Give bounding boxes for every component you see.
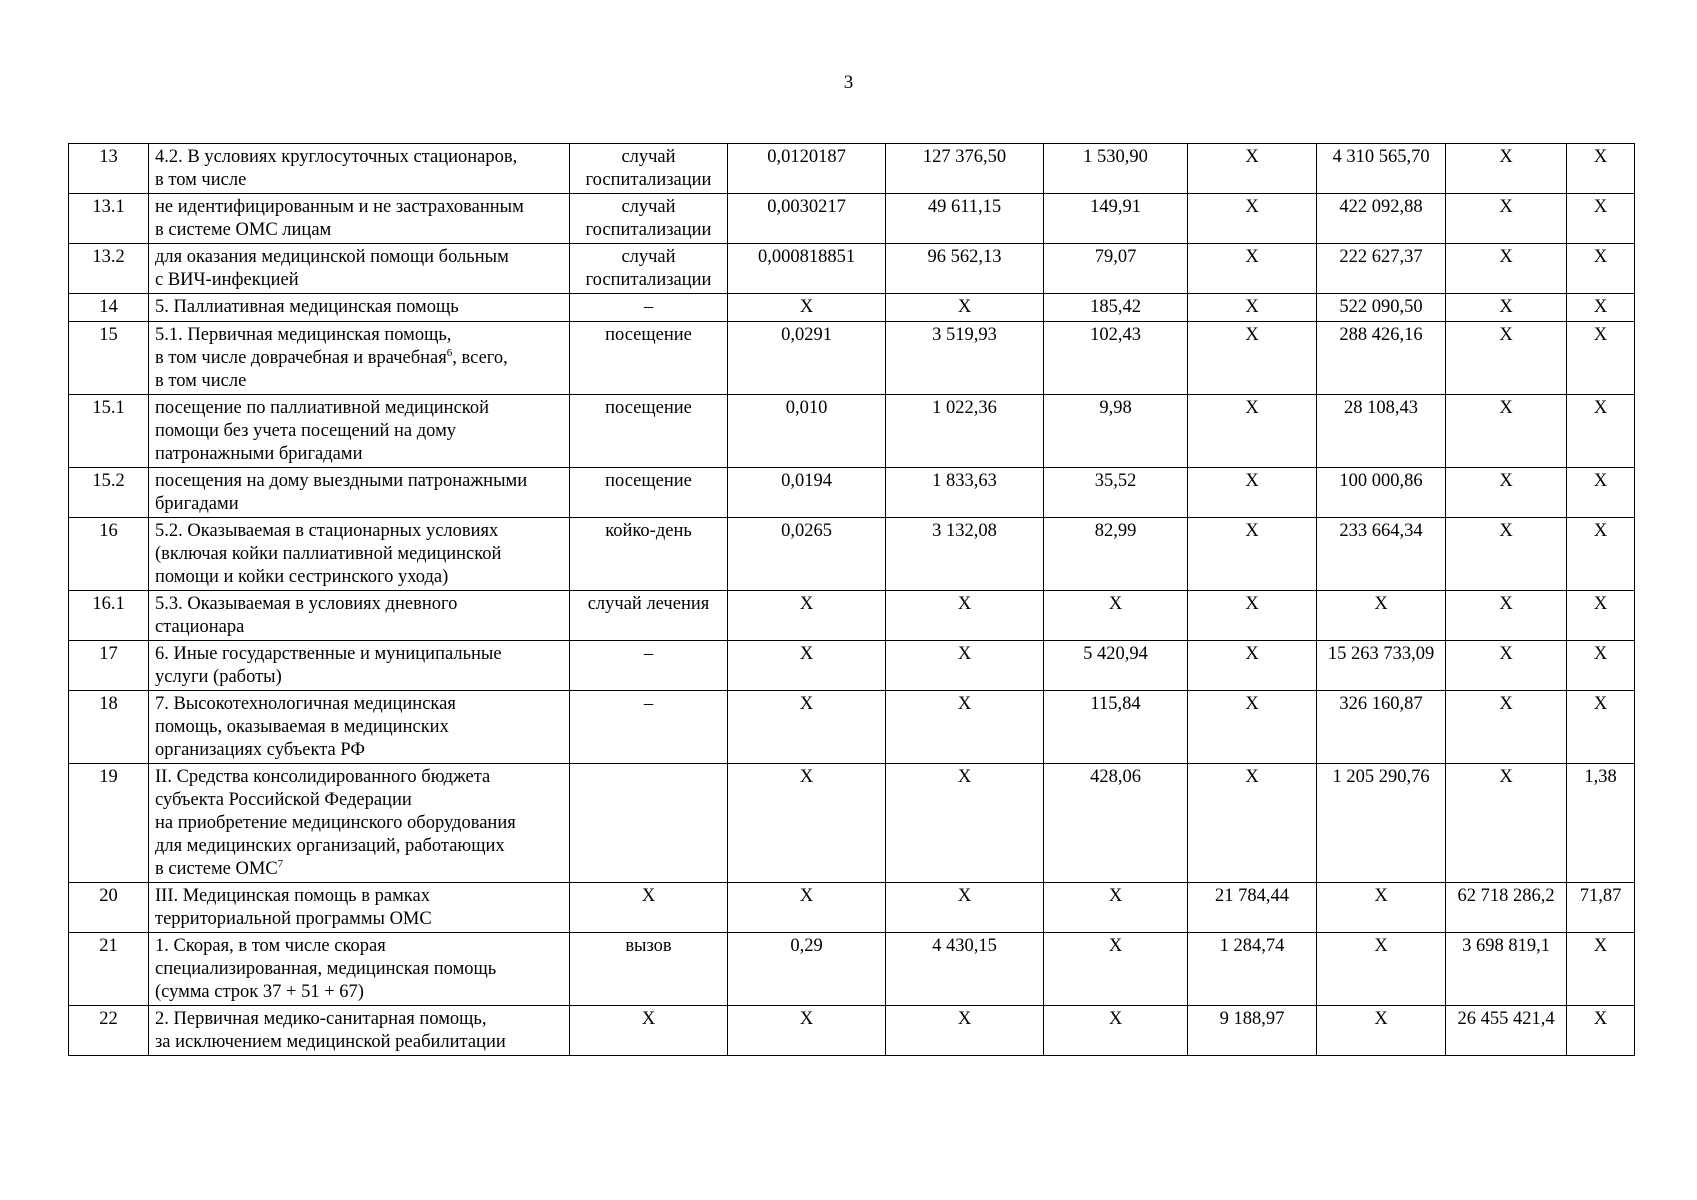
table-row xyxy=(69,1006,1635,1056)
unit-cell xyxy=(570,518,728,591)
share-cell: X xyxy=(1567,322,1635,395)
row-name-line: субъекта Российской Федерации xyxy=(155,790,412,810)
row-number-cell: 13.1 xyxy=(69,194,149,244)
table-row xyxy=(69,518,1635,591)
per-capita-oms-cell: 9 188,97 xyxy=(1188,1006,1317,1056)
table-row xyxy=(69,883,1635,933)
total-budget-cell: X xyxy=(1317,933,1446,1006)
row-name-cell xyxy=(149,691,570,764)
page-number: 3 xyxy=(843,72,854,93)
table-row xyxy=(69,933,1635,1006)
indicator-cell: 0,0194 xyxy=(728,468,886,518)
unit-line: – xyxy=(643,644,654,664)
row-name-line: услуги (работы) xyxy=(155,667,282,687)
total-oms-cell: X xyxy=(1446,691,1567,764)
row-number-cell: 21 xyxy=(69,933,149,1006)
unit-line: случай xyxy=(621,247,676,267)
indicator-cell: X xyxy=(728,883,886,933)
row-name-cell xyxy=(149,244,570,294)
per-capita-oms-cell: X xyxy=(1188,691,1317,764)
unit-cell xyxy=(570,641,728,691)
share-cell: X xyxy=(1567,395,1635,468)
per-capita-oms-cell: 21 784,44 xyxy=(1188,883,1317,933)
per-capita-oms-cell: X xyxy=(1188,144,1317,194)
per-capita-oms-cell: X xyxy=(1188,518,1317,591)
share-cell: X xyxy=(1567,691,1635,764)
row-name-line: 5.3. Оказываемая в условиях дневного xyxy=(155,594,458,614)
row-name-cell xyxy=(149,591,570,641)
cost-per-unit-cell: X xyxy=(886,1006,1044,1056)
unit-line: X xyxy=(641,1009,656,1029)
total-oms-cell: 62 718 286,2 xyxy=(1446,883,1567,933)
unit-line: X xyxy=(641,886,656,906)
row-name-line: для оказания медицинской помощи больным xyxy=(155,247,509,267)
unit-cell xyxy=(570,244,728,294)
unit-cell xyxy=(570,322,728,395)
row-name-line: патронажными бригадами xyxy=(155,444,363,464)
total-oms-cell: X xyxy=(1446,144,1567,194)
per-capita-budget-cell: 79,07 xyxy=(1044,244,1188,294)
per-capita-budget-cell: X xyxy=(1044,591,1188,641)
row-name-cell xyxy=(149,144,570,194)
share-cell: 1,38 xyxy=(1567,764,1635,883)
row-name-line: в том числе xyxy=(155,170,247,190)
row-number-cell: 14 xyxy=(69,294,149,322)
row-name-line: в том числе доврачебная и врачебная$^6$, всего, xyxy=(155,346,508,368)
table-row xyxy=(69,294,1635,322)
row-number-cell: 16.1 xyxy=(69,591,149,641)
cost-per-unit-cell: 49 611,15 xyxy=(886,194,1044,244)
per-capita-oms-cell: X xyxy=(1188,322,1317,395)
table-row xyxy=(69,244,1635,294)
row-name-cell xyxy=(149,468,570,518)
share-cell: X xyxy=(1567,468,1635,518)
row-name-line: помощи и койки сестринского ухода) xyxy=(155,567,449,587)
unit-line: госпитализации xyxy=(585,220,712,240)
row-number-cell: 20 xyxy=(69,883,149,933)
row-name-line: 7. Высокотехнологичная медицинская xyxy=(155,694,456,714)
row-number-cell: 19 xyxy=(69,764,149,883)
per-capita-oms-cell: X xyxy=(1188,395,1317,468)
per-capita-oms-cell: X xyxy=(1188,468,1317,518)
total-oms-cell: X xyxy=(1446,468,1567,518)
unit-cell xyxy=(570,294,728,322)
table-row xyxy=(69,144,1635,194)
row-name-cell xyxy=(149,933,570,1006)
share-cell: X xyxy=(1567,591,1635,641)
unit-line: случай xyxy=(621,147,676,167)
row-name-cell xyxy=(149,322,570,395)
table-row xyxy=(69,641,1635,691)
indicator-cell: X xyxy=(728,1006,886,1056)
cost-per-unit-cell: X xyxy=(886,764,1044,883)
indicator-cell: 0,0120187 xyxy=(728,144,886,194)
row-name-line: в системе ОМС$^7$ xyxy=(155,857,284,879)
cost-per-unit-cell: 4 430,15 xyxy=(886,933,1044,1006)
row-name-line: 5. Паллиативная медицинская помощь xyxy=(155,297,459,317)
share-cell: X xyxy=(1567,1006,1635,1056)
per-capita-budget-cell: 185,42 xyxy=(1044,294,1188,322)
total-budget-cell: 422 092,88 xyxy=(1317,194,1446,244)
cost-per-unit-cell: 1 022,36 xyxy=(886,395,1044,468)
row-number-cell: 15.1 xyxy=(69,395,149,468)
unit-cell xyxy=(570,144,728,194)
per-capita-oms-cell: X xyxy=(1188,591,1317,641)
unit-line: – xyxy=(643,297,654,317)
row-name-line: с ВИЧ-инфекцией xyxy=(155,270,299,290)
indicator-cell: 0,010 xyxy=(728,395,886,468)
per-capita-budget-cell: 35,52 xyxy=(1044,468,1188,518)
per-capita-budget-cell: 149,91 xyxy=(1044,194,1188,244)
unit-cell xyxy=(570,468,728,518)
total-oms-cell: X xyxy=(1446,764,1567,883)
total-budget-cell: 1 205 290,76 xyxy=(1317,764,1446,883)
row-name-line: 6. Иные государственные и муниципальные xyxy=(155,644,502,664)
per-capita-budget-cell: X xyxy=(1044,933,1188,1006)
total-oms-cell: 3 698 819,1 xyxy=(1446,933,1567,1006)
unit-line: – xyxy=(643,694,654,714)
cost-per-unit-cell: 96 562,13 xyxy=(886,244,1044,294)
share-cell: X xyxy=(1567,518,1635,591)
total-budget-cell: 15 263 733,09 xyxy=(1317,641,1446,691)
total-budget-cell: 100 000,86 xyxy=(1317,468,1446,518)
row-name-line: специализированная, медицинская помощь xyxy=(155,959,497,979)
cost-per-unit-cell: 3 519,93 xyxy=(886,322,1044,395)
unit-cell xyxy=(570,395,728,468)
row-name-cell xyxy=(149,1006,570,1056)
row-name-line: 5.1. Первичная медицинская помощь, xyxy=(155,325,452,345)
row-number-cell: 22 xyxy=(69,1006,149,1056)
per-capita-oms-cell: X xyxy=(1188,641,1317,691)
per-capita-oms-cell: X xyxy=(1188,244,1317,294)
row-number-cell: 15.2 xyxy=(69,468,149,518)
indicator-cell: X xyxy=(728,294,886,322)
table-row xyxy=(69,591,1635,641)
share-cell: 71,87 xyxy=(1567,883,1635,933)
unit-line: койко-день xyxy=(605,521,692,541)
total-budget-cell: X xyxy=(1317,883,1446,933)
footnote-mark: 6 xyxy=(446,346,453,359)
row-name-line: 1. Скорая, в том числе скорая xyxy=(155,936,386,956)
unit-line: госпитализации xyxy=(585,170,712,190)
per-capita-budget-cell: 9,98 xyxy=(1044,395,1188,468)
unit-cell xyxy=(570,691,728,764)
indicator-cell: 0,0291 xyxy=(728,322,886,395)
indicator-cell: 0,29 xyxy=(728,933,886,1006)
indicator-cell: 0,000818851 xyxy=(728,244,886,294)
row-name-line: (сумма строк 37 + 51 + 67) xyxy=(155,982,364,1002)
total-budget-cell: 288 426,16 xyxy=(1317,322,1446,395)
unit-cell xyxy=(570,591,728,641)
row-name-line: 2. Первичная медико-санитарная помощь, xyxy=(155,1009,487,1029)
table-row xyxy=(69,468,1635,518)
row-name-line: за исключением медицинской реабилитации xyxy=(155,1032,506,1052)
total-budget-cell: X xyxy=(1317,1006,1446,1056)
indicator-cell: X xyxy=(728,641,886,691)
unit-line: посещение xyxy=(605,398,692,418)
total-budget-cell: 4 310 565,70 xyxy=(1317,144,1446,194)
row-name-line: II. Средства консолидированного бюджета xyxy=(155,767,491,787)
share-cell: X xyxy=(1567,244,1635,294)
cost-per-unit-cell: X xyxy=(886,294,1044,322)
row-number-cell: 15 xyxy=(69,322,149,395)
row-name-line: стационара xyxy=(155,617,245,637)
indicator-cell: 0,0265 xyxy=(728,518,886,591)
total-budget-cell: 233 664,34 xyxy=(1317,518,1446,591)
row-number-cell: 13.2 xyxy=(69,244,149,294)
cost-per-unit-cell: X xyxy=(886,641,1044,691)
row-name-cell xyxy=(149,194,570,244)
row-name-line: помощи без учета посещений на дому xyxy=(155,421,457,441)
per-capita-budget-cell: X xyxy=(1044,883,1188,933)
unit-line: госпитализации xyxy=(585,270,712,290)
row-name-line: III. Медицинская помощь в рамках xyxy=(155,886,430,906)
total-oms-cell: X xyxy=(1446,591,1567,641)
total-oms-cell: 26 455 421,4 xyxy=(1446,1006,1567,1056)
unit-line: посещение xyxy=(605,325,692,345)
table-row xyxy=(69,764,1635,883)
cost-per-unit-cell: X xyxy=(886,691,1044,764)
indicator-cell: 0,0030217 xyxy=(728,194,886,244)
unit-line: посещение xyxy=(605,471,692,491)
share-cell: X xyxy=(1567,294,1635,322)
cost-per-unit-cell: 3 132,08 xyxy=(886,518,1044,591)
table-row xyxy=(69,395,1635,468)
row-number-cell: 18 xyxy=(69,691,149,764)
row-name-line: на приобретение медицинского оборудования xyxy=(155,813,516,833)
row-name-cell xyxy=(149,294,570,322)
total-oms-cell: X xyxy=(1446,641,1567,691)
cost-per-unit-cell: X xyxy=(886,883,1044,933)
row-name-cell xyxy=(149,764,570,883)
row-number-cell: 16 xyxy=(69,518,149,591)
cost-per-unit-cell: X xyxy=(886,591,1044,641)
per-capita-budget-cell: 115,84 xyxy=(1044,691,1188,764)
per-capita-budget-cell: 102,43 xyxy=(1044,322,1188,395)
total-budget-cell: 522 090,50 xyxy=(1317,294,1446,322)
total-oms-cell: X xyxy=(1446,518,1567,591)
per-capita-budget-cell: 5 420,94 xyxy=(1044,641,1188,691)
row-name-line: организациях субъекта РФ xyxy=(155,740,365,760)
footnote-mark: 7 xyxy=(277,857,284,870)
table-row xyxy=(69,194,1635,244)
row-name-line: помощь, оказываемая в медицинских xyxy=(155,717,449,737)
total-oms-cell: X xyxy=(1446,294,1567,322)
unit-cell xyxy=(570,1006,728,1056)
unit-cell xyxy=(570,883,728,933)
row-name-cell xyxy=(149,883,570,933)
per-capita-budget-cell: 82,99 xyxy=(1044,518,1188,591)
row-name-line: (включая койки паллиативной медицинской xyxy=(155,544,502,564)
total-budget-cell: X xyxy=(1317,591,1446,641)
row-name-cell xyxy=(149,641,570,691)
share-cell: X xyxy=(1567,194,1635,244)
unit-line: вызов xyxy=(625,936,672,956)
table-row xyxy=(69,691,1635,764)
unit-line: случай xyxy=(621,197,676,217)
indicator-cell: X xyxy=(728,764,886,883)
table-body xyxy=(69,144,1635,1056)
share-cell: X xyxy=(1567,144,1635,194)
row-name-line: бригадами xyxy=(155,494,239,514)
table-row xyxy=(69,322,1635,395)
cost-per-unit-cell: 1 833,63 xyxy=(886,468,1044,518)
row-name-line: посещения на дому выездными патронажными xyxy=(155,471,528,491)
row-number-cell: 17 xyxy=(69,641,149,691)
per-capita-budget-cell: 1 530,90 xyxy=(1044,144,1188,194)
total-oms-cell: X xyxy=(1446,395,1567,468)
row-name-cell xyxy=(149,518,570,591)
row-name-line: в системе ОМС лицам xyxy=(155,220,332,240)
total-budget-cell: 326 160,87 xyxy=(1317,691,1446,764)
total-oms-cell: X xyxy=(1446,322,1567,395)
row-name-line: для медицинских организаций, работающих xyxy=(155,836,505,856)
row-name-line: территориальной программы ОМС xyxy=(155,909,432,929)
per-capita-budget-cell: X xyxy=(1044,1006,1188,1056)
row-name-line: посещение по паллиативной медицинской xyxy=(155,398,489,418)
total-budget-cell: 222 627,37 xyxy=(1317,244,1446,294)
unit-line: случай лечения xyxy=(587,594,710,614)
share-cell: X xyxy=(1567,933,1635,1006)
financing-table xyxy=(68,143,1635,1056)
per-capita-oms-cell: X xyxy=(1188,194,1317,244)
total-oms-cell: X xyxy=(1446,194,1567,244)
row-number-cell: 13 xyxy=(69,144,149,194)
unit-cell xyxy=(570,764,728,883)
per-capita-oms-cell: 1 284,74 xyxy=(1188,933,1317,1006)
per-capita-oms-cell: X xyxy=(1188,764,1317,883)
share-cell: X xyxy=(1567,641,1635,691)
row-name-line: 4.2. В условиях круглосуточных стационаров, xyxy=(155,147,518,167)
per-capita-oms-cell: X xyxy=(1188,294,1317,322)
indicator-cell: X xyxy=(728,691,886,764)
row-name-line: не идентифицированным и не застрахованным xyxy=(155,197,524,217)
unit-cell xyxy=(570,194,728,244)
row-name-line: в том числе xyxy=(155,371,247,391)
total-oms-cell: X xyxy=(1446,244,1567,294)
unit-cell xyxy=(570,933,728,1006)
indicator-cell: X xyxy=(728,591,886,641)
cost-per-unit-cell: 127 376,50 xyxy=(886,144,1044,194)
per-capita-budget-cell: 428,06 xyxy=(1044,764,1188,883)
total-budget-cell: 28 108,43 xyxy=(1317,395,1446,468)
row-name-line: 5.2. Оказываемая в стационарных условиях xyxy=(155,521,499,541)
row-name-cell xyxy=(149,395,570,468)
